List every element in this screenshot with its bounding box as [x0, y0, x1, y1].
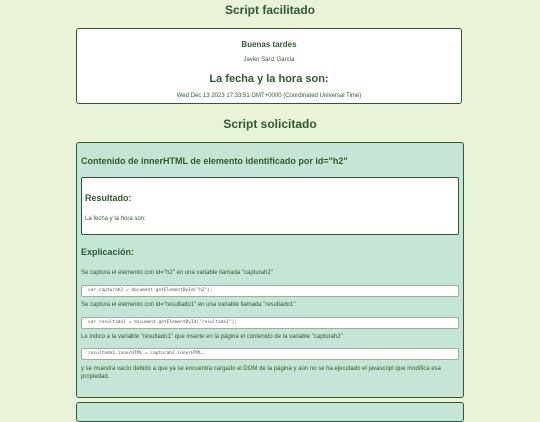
- step-3-code: resultado1.innerHTML = capturah2.innerHTML;: [81, 348, 459, 360]
- result-box: [81, 177, 459, 235]
- greeting-card: [76, 28, 462, 104]
- datetime-value: Wed Dec 13 2023 17:33:51 GMT+0000 (Coordinated Universal Time): [176, 93, 362, 99]
- result-text: La fecha y la hora son:: [85, 216, 146, 222]
- greeting-text: Buenas tardes: [241, 40, 297, 49]
- step-2-code: var resultado1 = document.getElementById("resultado1");: [81, 317, 459, 329]
- explanation-note: y se muestra vacío debido a que ya se encuentra cargado el DOM de la página y aún no se ha ejecutado el javascript que modifica esa propiedad.: [81, 366, 441, 380]
- step-1-text: Se captura el elemento con id="h2" en una variable llamada "capturah2": [81, 270, 273, 276]
- section-heading-script-solicitado: Script solicitado: [223, 117, 317, 131]
- datetime-heading: La fecha y la hora son:: [209, 73, 329, 85]
- author-name: Javier Sanz García: [243, 57, 295, 63]
- content-title: Contenido de innerHTML de elemento identificado por id="h2": [81, 156, 348, 166]
- step-2-text: Se captura el elemento con id="resultado1" en una variable llamada "resultado1": [81, 302, 296, 308]
- result-title: Resultado:: [85, 193, 132, 203]
- requested-script-card: [76, 142, 464, 398]
- explanation-title: Explicación:: [81, 247, 135, 257]
- step-3-text: Le indico a la variable "resultado1" que inserte en la página el contenido de la variable "capturah2": [81, 334, 343, 340]
- section-heading-script-facilitado: Script facilitado: [224, 3, 316, 17]
- step-1-code: var capturah2 = document.getElementById("h2");: [81, 285, 459, 297]
- next-card: [76, 402, 464, 422]
